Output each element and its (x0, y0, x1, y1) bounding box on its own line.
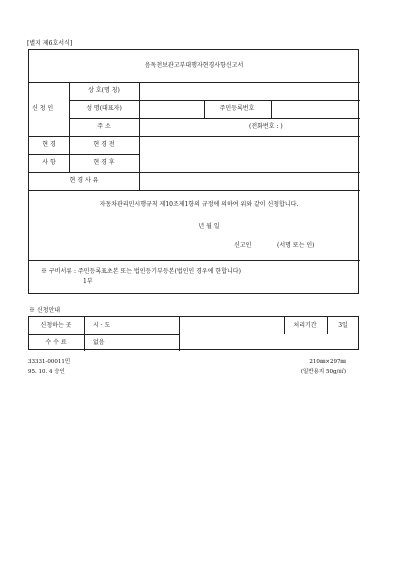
fee-value: 없음 (93, 339, 105, 346)
form-label: [별지 제6호서식] (27, 40, 73, 47)
date-line: 년 월 일 (198, 223, 220, 230)
form-title: 음독천보관고부대행자현경사항신고서 (144, 62, 244, 69)
paper-type: (일반용지 50g/㎡) (300, 369, 346, 375)
form-code: 33331-00011민 (28, 359, 71, 365)
address-label: 주 소 (97, 123, 111, 130)
name-label: 성 명(대표자) (86, 105, 122, 112)
declaration-text: 자동차관리민시행규칙 제10조제1항의 규정에 의하여 위와 같이 신청합니다. (99, 201, 299, 208)
guide-title: ※ 신청안내 (29, 307, 61, 314)
reporter-label: 신고인 (234, 242, 252, 249)
applicant-group-label: 신 청 인 (32, 105, 54, 112)
attachments-line-1: ※ 구비서류 : 주민등록표초본 또는 법인등기부등본(법인인 경우에 한합니다) (41, 268, 241, 275)
trade-name-label: 상 호(명 칭) (88, 87, 120, 94)
signature-label: (서명 또는 인) (277, 242, 315, 249)
report-form (28, 49, 359, 294)
guide-table (28, 316, 359, 350)
resident-no-label: 주민등록번호 (219, 105, 255, 112)
change-label-1: 현 경 (42, 141, 56, 148)
attachments-line-2: 1부 (83, 278, 93, 285)
change-reason-label: 현 경 사 유 (69, 177, 99, 184)
after-change-label: 현 경 후 (93, 159, 115, 166)
before-change-label: 현 경 전 (93, 141, 115, 148)
phone-label: (전화번호 : ) (249, 123, 283, 130)
submit-to-value: 시 · 도 (93, 322, 111, 329)
approval-date: 95. 10. 4 승인 (28, 369, 65, 375)
period-value: 3일 (338, 322, 348, 329)
submit-to-label: 신청하는 곳 (40, 322, 72, 329)
paper-size: 210㎜×297㎜ (309, 359, 346, 365)
fee-label: 수 수 료 (45, 339, 67, 346)
change-label-2: 사 항 (42, 159, 56, 166)
period-label: 처리기간 (293, 322, 317, 329)
